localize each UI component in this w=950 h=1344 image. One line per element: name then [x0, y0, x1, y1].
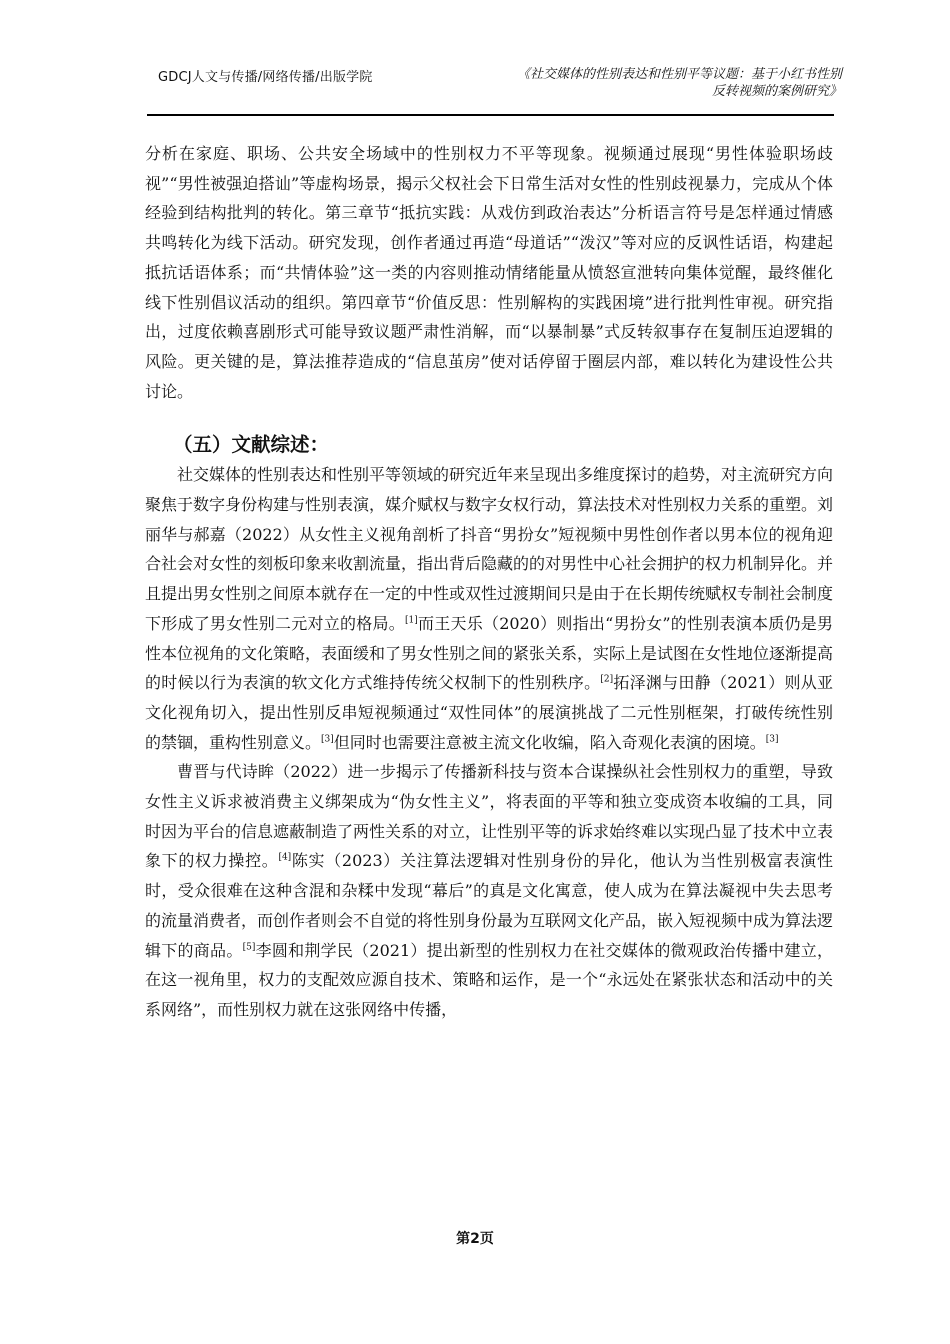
paragraph-literature-review-1: [145, 460, 833, 757]
page-number: 第2页: [456, 1231, 494, 1247]
text-run: 而王天乐（2020）则指出“男扮女”的性别表演本质仍是男性本位视角的文化策略，表面缓和了男女性别之间的紧张关系，实际上是试图在女性地位逐渐提高的时候以行为表演的软文化方式维持传统父权制下的性别秩序。: [145, 613, 834, 693]
header-divider: [147, 114, 834, 116]
document-body: [145, 139, 833, 1025]
text-run: 但同时也需要注意被主流文化收编，陷入奇观化表演的困境。: [333, 732, 766, 752]
citation-ref: [3]: [765, 734, 779, 745]
header-paper-title: 《社交媒体的性别表达和性别平等议题：基于小红书性别反转视频的案例研究》: [516, 67, 842, 99]
paragraph-literature-review-2: [145, 757, 833, 1024]
citation-ref: [5]: [242, 942, 256, 953]
header-institution: GDCJ人文与传播/网络传播/出版学院: [158, 70, 373, 85]
citation-ref: [4]: [278, 853, 292, 864]
text-run: 拓泽渊与田静（2021）则从亚文化视角切入，提出性别反串短视频通过“双性同体”的展演挑战了二元性别框架，打破传统性别的禁锢，重构性别意义。: [145, 673, 833, 752]
citation-ref: [1]: [404, 615, 418, 626]
citation-ref: [2]: [600, 674, 614, 685]
text-run: 曹晋与代诗眸（2022）进一步揭示了传播新科技与资本合谋操纵社会性别权力的重塑，导致女性主义诉求被消费主义绑架成为“伪女性主义”，将表面的平等和独立变成资本收编的工具，同时因为平台的信息遮蔽制造了两性关系的对立，让性别平等的诉求始终难以实现凸显了技术中立表象下的权力操控。: [145, 762, 834, 871]
text-run: 李圆和荆学民（2021）提出新型的性别权力在社交媒体的微观政治传播中建立，在这一视角里，权力的支配效应源自技术、策略和运作，是一个“永远处在紧张状态和活动中的关系网络”，而性别权力就在这张网络中传播，: [145, 940, 833, 1019]
text-run: 陈实（2023）关注算法逻辑对性别身份的异化，他认为当性别极富表演性时，受众很难在这种含混和杂糅中发现“幕后”的真是文化寓意，使人成为在算法凝视中失去思考的流量消费者，而创作者则会不自觉的将性别身份最为互联网文化产品，嵌入短视频中成为算法逻辑下的商品。: [145, 851, 834, 960]
citation-ref: [3]: [321, 734, 334, 745]
section-heading-literature-review: （五）文献综述：: [173, 433, 330, 457]
text-run: 社交媒体的性别表达和性别平等领域的研究近年来呈现出多维度探讨的趋势，对主流研究方向聚焦于数字身份构建与性别表演，媒介赋权与数字女权行动，算法技术对性别权力关系的重塑。刘丽华与郝嘉（2022）从女性主义视角剖析了抖音“男扮女”短视频中男性创作者以男本位的视角迎合社会对女性的刻板印象来收割流量，指出背后隐藏的的对男性中心社会拥护的权力机制异化。并且提出男女性别之间原本就存在一定的中性或双性过渡期间只是由于在长期传统赋权专制社会制度下形成了男女性别二元对立的格局。: [145, 465, 834, 633]
paragraph-chapter-summary: 分析在家庭、职场、公共安全场域中的性别权力不平等现象。视频通过展现“男性体验职场歧视”“男性被强迫搭讪”等虚构场景，揭示父权社会下日常生活对女性的性别歧视暴力，完成从个体经验到结构批判的转化。第三章节“抵抗实践：从戏仿到政治表达”分析语言符号是怎样通过情感共鸣转化为线下活动。研究发现，创作者通过再造“母道话”“泼汉”等对应的反讽性话语，构建起抵抗话语体系；而“共情体验”这一类的内容则推动情绪能量从愤怒宣泄转向集体觉醒，最终催化线下性别倡议活动的组织。第四章节“价值反思：性别解构的实践困境”进行批判性审视。研究指出，过度依赖喜剧形式可能导致议题严肃性消解，而“以暴制暴”式反转叙事存在复制压迫逻辑的风险。更关键的是，算法推荐造成的“信息茧房”使对话停留于圈层内部，难以转化为建设性公共讨论。: [145, 144, 833, 401]
